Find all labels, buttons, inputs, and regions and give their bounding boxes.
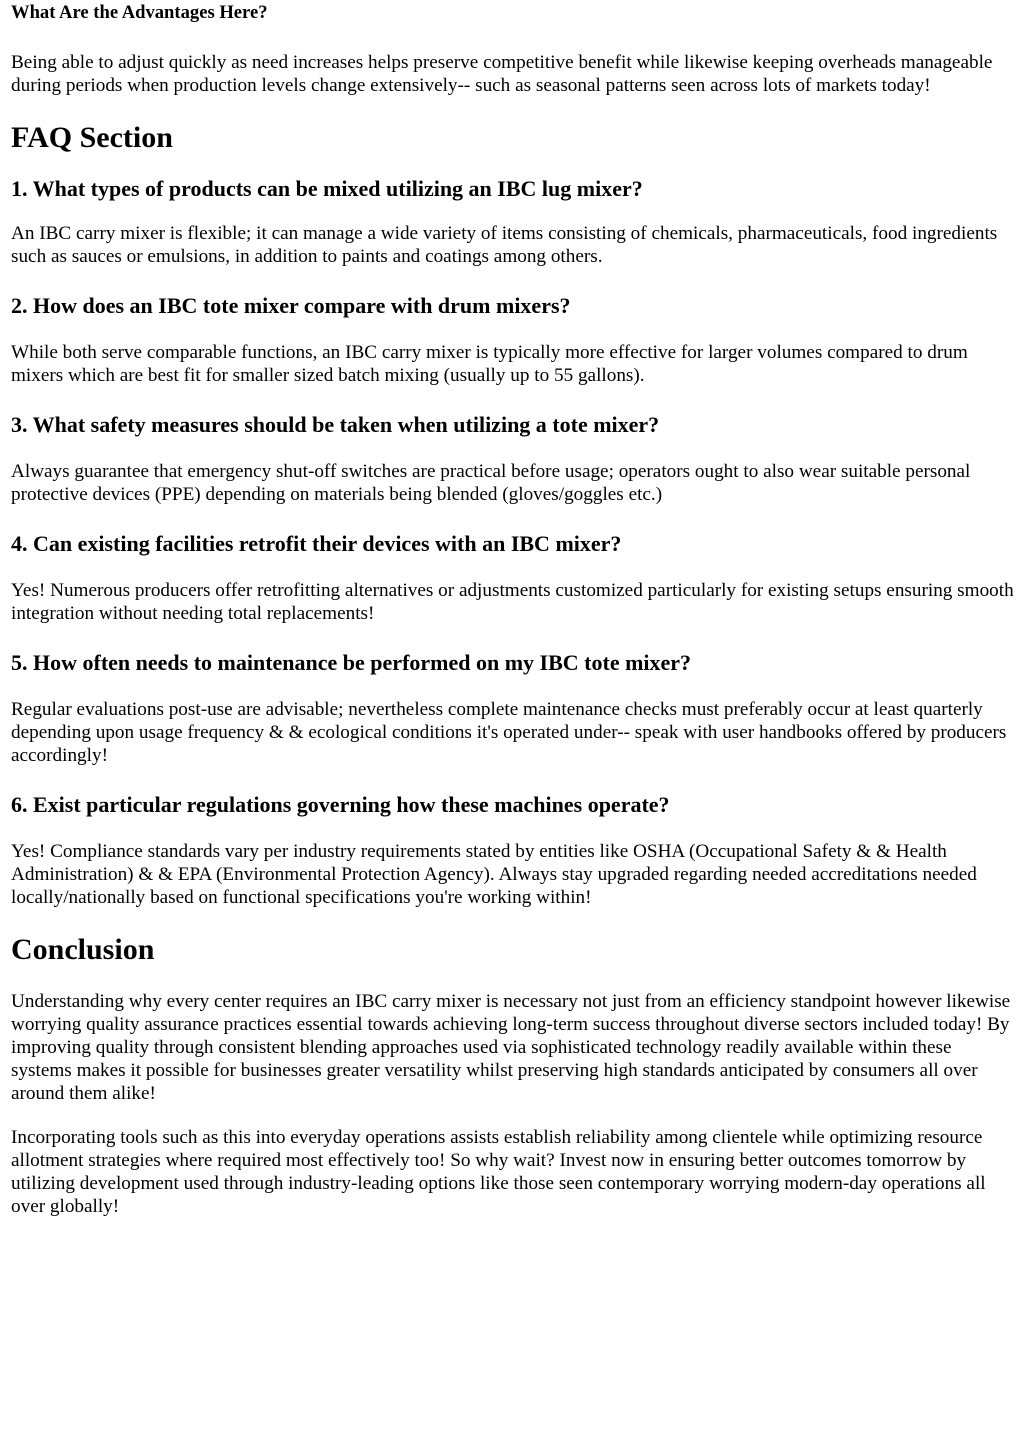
faq-answer-2: While both serve comparable functions, an IBC carry mixer is typically more effective for larger volumes compared to drum mixers which are best fit for smaller sized batch mixing (usually up to 55 gallons). bbox=[11, 342, 968, 386]
faq-answer-3: Always guarantee that emergency shut-off switches are practical before usage; operators ought to also wear suitable personal protective devices (PPE) depending on materials being blended (gloves/goggles etc.) bbox=[11, 461, 971, 505]
faq-question-4: 4. Can existing facilities retrofit their devices with an IBC mixer? bbox=[11, 531, 622, 556]
advantages-paragraph: Being able to adjust quickly as need increases helps preserve competitive benefit while likewise keeping overheads manageable during periods when production levels change extensively-- such as seasonal patterns seen across lots of markets today! bbox=[11, 52, 993, 96]
faq-question-5: 5. How often needs to maintenance be performed on my IBC tote mixer? bbox=[11, 650, 692, 675]
conclusion-title: Conclusion bbox=[11, 933, 155, 966]
conclusion-paragraph-1: Understanding why every center requires an IBC carry mixer is necessary not just from an efficiency standpoint however likewise worrying quality assurance practices essential towards achieving long-term success throughout diverse sectors included today! By improving quality through consistent blending approaches used via sophisticated technology readily available within these systems makes it possible for businesses greater versatility whilst preserving high standards anticipated by consumers all over around them alike! bbox=[11, 991, 1011, 1104]
faq-question-3: 3. What safety measures should be taken when utilizing a tote mixer? bbox=[11, 412, 660, 437]
advantages-heading: What Are the Advantages Here? bbox=[11, 2, 268, 23]
faq-question-2: 2. How does an IBC tote mixer compare with drum mixers? bbox=[11, 293, 571, 318]
faq-answer-5: Regular evaluations post-use are advisable; nevertheless complete maintenance checks must preferably occur at least quarterly depending upon usage frequency & & ecological conditions it's operated under-- speak with user handbooks offered by producers accordingly! bbox=[11, 699, 1007, 766]
faq-question-6: 6. Exist particular regulations governing how these machines operate? bbox=[11, 792, 670, 817]
conclusion-paragraph-2: Incorporating tools such as this into everyday operations assists establish reliability among clientele while optimizing resource allotment strategies where required most effectively too! So why wait? Invest now in ensuring better outcomes tomorrow by utilizing development used through industry-leading options like those seen contemporary worrying modern-day operations all over globally! bbox=[11, 1127, 986, 1217]
faq-answer-1: An IBC carry mixer is flexible; it can manage a wide variety of items consisting of chemicals, pharmaceuticals, food ingredients such as sauces or emulsions, in addition to paints and coatings among others. bbox=[11, 223, 998, 267]
faq-section-title: FAQ Section bbox=[11, 121, 173, 154]
faq-question-1: 1. What types of products can be mixed utilizing an IBC lug mixer? bbox=[11, 176, 643, 201]
faq-answer-4: Yes! Numerous producers offer retrofitting alternatives or adjustments customized particularly for existing setups ensuring smooth integration without needing total replacements! bbox=[11, 580, 1014, 624]
faq-answer-6: Yes! Compliance standards vary per industry requirements stated by entities like OSHA (Occupational Safety & & Health Administration) & & EPA (Environmental Protection Agency). Always stay upgraded regarding needed accreditations needed locally/nationally based on functional specifications you're working within! bbox=[11, 841, 977, 908]
